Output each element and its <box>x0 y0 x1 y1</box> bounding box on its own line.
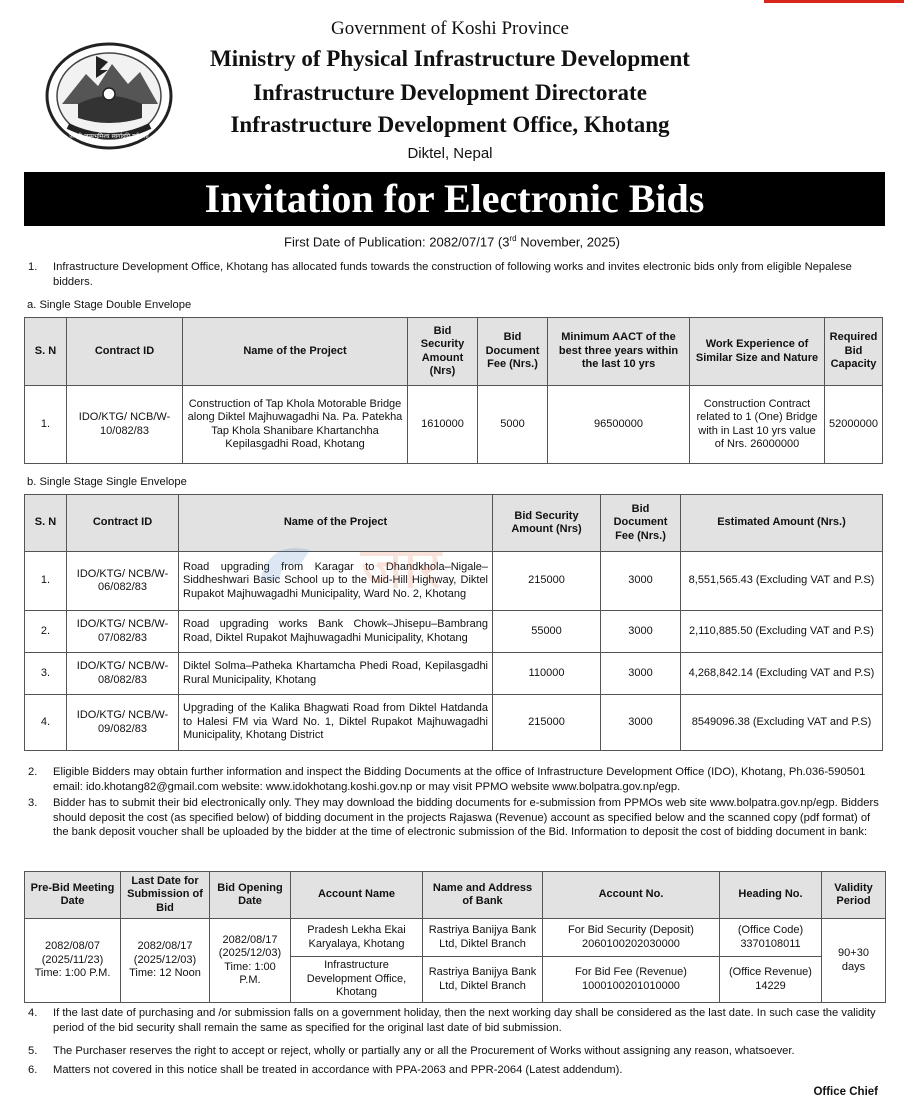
column-header: S. N <box>25 318 67 386</box>
column-header: Contract ID <box>67 495 179 552</box>
table-row <box>25 695 883 751</box>
svg-text:जननी जन्मभूमिश्च स्वर्गादपि गर: जननी जन्मभूमिश्च स्वर्गादपि गरीयसी <box>69 133 149 140</box>
table-row <box>25 386 883 464</box>
table-double-envelope <box>24 317 883 464</box>
table-cell: 52000000 <box>825 386 883 464</box>
account-number: For Bid Fee (Revenue) 1000100201010000 <box>543 957 720 1003</box>
table-cell: 3000 <box>601 611 681 653</box>
table-cell: 8549096.38 (Excluding VAT and P.S) <box>681 695 883 751</box>
heading-number: (Office Revenue) 14229 <box>720 957 822 1003</box>
table-header-row <box>25 872 886 919</box>
account-name: Pradesh Lekha Ekai Karyalaya, Khotang <box>291 919 423 957</box>
column-header: S. N <box>25 495 67 552</box>
table-cell: 4. <box>25 695 67 751</box>
nepal-emblem-icon <box>38 34 180 154</box>
ministry-name: Ministry of Physical Infrastructure Development <box>210 46 690 71</box>
bid-opening-date: 2082/08/17 (2025/12/03) Time: 1:00 P.M. <box>210 919 291 1003</box>
column-header: Name of the Project <box>183 318 408 386</box>
signatory-title: Office Chief <box>813 1086 878 1098</box>
table-cell: 1610000 <box>408 386 478 464</box>
table-cell: 5000 <box>478 386 548 464</box>
clause-2: 2. Eligible Bidders may obtain further information and inspect the Bidding Documents at the office of Infrastructure Development Office (IDO), Khotang, Ph.036-590501 email: ido.khotang82@gmail.com website: www.idokhotang.koshi.gov.np or may visit PPMO website www.bolpatra.gov.np/egp. <box>28 766 866 793</box>
table-cell: Construction Contract related to 1 (One) Bridge with in Last 10 yrs value of Nrs. 26000000 <box>690 386 825 464</box>
pre-bid-date: 2082/08/07 (2025/11/23) Time: 1:00 P.M. <box>25 919 121 1003</box>
table-cell: Upgrading of the Kalika Bhagwati Road from Diktel Hatdanda to Halesi FM via Ward No. 1, Diktel Rupakot Majhuwagadhi Municipality, Khotang District <box>179 695 493 751</box>
top-accent-line <box>764 0 904 3</box>
column-header: Work Experience of Similar Size and Nature <box>690 318 825 386</box>
table-cell: IDO/KTG/ NCB/W-09/082/83 <box>67 695 179 751</box>
table-bank-details <box>24 871 886 1003</box>
table-cell: 55000 <box>493 611 601 653</box>
table-cell: 1. <box>25 552 67 611</box>
table-cell: 4,268,842.14 (Excluding VAT and P.S) <box>681 653 883 695</box>
column-header: Bid Security Amount (Nrs) <box>493 495 601 552</box>
table-row <box>25 919 886 957</box>
last-submission-date: 2082/08/17 (2025/12/03) Time: 12 Noon <box>121 919 210 1003</box>
table-cell: 96500000 <box>548 386 690 464</box>
column-header: Heading No. <box>720 872 822 919</box>
table-cell: 2,110,885.50 (Excluding VAT and P.S) <box>681 611 883 653</box>
publication-date: First Date of Publication: 2082/07/17 (3rd November, 2025) <box>284 234 620 250</box>
clause-3: 3. Bidder has to submit their bid electronically only. They may download the bidding documents for e-submission from PPMOs web site www.bolpatra.gov.np/egp. Bidders should deposit the cost (as specified below) of bidding document in the projects Rajaswa (Revenue) account as specified below and the scanned copy (pdf format) of the bank deposit voucher shall be uploaded by the bidder at the time of electronic submission of the Bid. Information to deposit the cost of bidding document in bank: <box>28 797 879 838</box>
validity-period: 90+30 days <box>822 919 886 1003</box>
column-header: Account Name <box>291 872 423 919</box>
table-row <box>25 552 883 611</box>
table-row <box>25 653 883 695</box>
table-cell: 2. <box>25 611 67 653</box>
table-cell: 3. <box>25 653 67 695</box>
clause-6: 6. Matters not covered in this notice shall be treated in accordance with PPA-2063 and PPR-2064 (Latest addendum). <box>28 1064 623 1076</box>
table-cell: 110000 <box>493 653 601 695</box>
table-cell: IDO/KTG/ NCB/W-08/082/83 <box>67 653 179 695</box>
table-cell: 3000 <box>601 695 681 751</box>
table-cell: Diktel Solma–Patheka Khartamcha Phedi Road, Kepilasgadhi Rural Municipality, Khotang <box>179 653 493 695</box>
government-name: Government of Koshi Province <box>331 18 569 39</box>
table-cell: IDO/KTG/ NCB/W-06/082/83 <box>67 552 179 611</box>
table-cell: IDO/KTG/ NCB/W-07/082/83 <box>67 611 179 653</box>
clause-5: 5. The Purchaser reserves the right to accept or reject, wholly or partially any or all the Procurement of Works without assigning any reason, whatsoever. <box>28 1045 795 1057</box>
table-cell: 215000 <box>493 552 601 611</box>
account-name: Infrastructure Development Office, Khotang <box>291 957 423 1003</box>
column-header: Minimum AACT of the best three years within the last 10 yrs <box>548 318 690 386</box>
column-header: Validity Period <box>822 872 886 919</box>
column-header: Bid Security Amount (Nrs) <box>408 318 478 386</box>
table-header-row <box>25 495 883 552</box>
table-row <box>25 611 883 653</box>
office-location: Diktel, Nepal <box>407 145 493 162</box>
section-b-label: b. Single Stage Single Envelope <box>27 476 187 488</box>
column-header: Name of the Project <box>179 495 493 552</box>
table-cell: Construction of Tap Khola Motorable Bridge along Diktel Majhuwagadhi Na. Pa. Patekha Tap Khola Shanibare Khartanchha Kepilasgadhi Road, Khotang <box>183 386 408 464</box>
table-cell: 1. <box>25 386 67 464</box>
heading-number: (Office Code) 3370108011 <box>720 919 822 957</box>
table-cell: Road upgrading works Bank Chowk–Jhisepu–Bambrang Road, Diktel Rupakot Majhuwagadhi Municipality, Khotang <box>179 611 493 653</box>
section-a-label: a. Single Stage Double Envelope <box>27 299 192 311</box>
table-cell: Road upgrading from Karagar to Dhandkhola–Nigale–Siddheshwari Basic School up to the Mid-Hill Highway, Diktel Rupakot Majhuwagadhi Municipality, Ward No. 2, Khotang <box>179 552 493 611</box>
table-cell: 215000 <box>493 695 601 751</box>
clause-1: 1. Infrastructure Development Office, Khotang has allocated funds towards the construction of following works and invites electronic bids only from eligible Nepalese bidders. <box>28 261 852 288</box>
column-header: Estimated Amount (Nrs.) <box>681 495 883 552</box>
table-cell: 8,551,565.43 (Excluding VAT and P.S) <box>681 552 883 611</box>
office-name: Infrastructure Development Office, Khotang <box>230 112 670 137</box>
table-cell: IDO/KTG/ NCB/W-10/082/83 <box>67 386 183 464</box>
column-header: Contract ID <box>67 318 183 386</box>
column-header: Last Date for Submission of Bid <box>121 872 210 919</box>
table-single-envelope <box>24 494 883 751</box>
table-cell: 3000 <box>601 653 681 695</box>
table-header-row <box>25 318 883 386</box>
column-header: Pre-Bid Meeting Date <box>25 872 121 919</box>
column-header: Bid Opening Date <box>210 872 291 919</box>
account-number: For Bid Security (Deposit) 2060100202030000 <box>543 919 720 957</box>
svg-text:जार: जार <box>360 534 442 602</box>
column-header: Bid Document Fee (Nrs.) <box>478 318 548 386</box>
column-header: Account No. <box>543 872 720 919</box>
column-header: Required Bid Capacity <box>825 318 883 386</box>
bank-name: Rastriya Banijya Bank Ltd, Diktel Branch <box>423 957 543 1003</box>
notice-title-banner: Invitation for Electronic Bids <box>24 172 885 226</box>
table-cell: 3000 <box>601 552 681 611</box>
clause-4: 4. If the last date of purchasing and /or submission falls on a government holiday, then the next working day shall be considered as the last date. In such case the validity period of the bid security shall remain the same as specified for the original last date of bid submission. <box>28 1007 876 1034</box>
column-header: Name and Address of Bank <box>423 872 543 919</box>
bank-name: Rastriya Banijya Bank Ltd, Diktel Branch <box>423 919 543 957</box>
column-header: Bid Document Fee (Nrs.) <box>601 495 681 552</box>
directorate-name: Infrastructure Development Directorate <box>253 80 647 105</box>
